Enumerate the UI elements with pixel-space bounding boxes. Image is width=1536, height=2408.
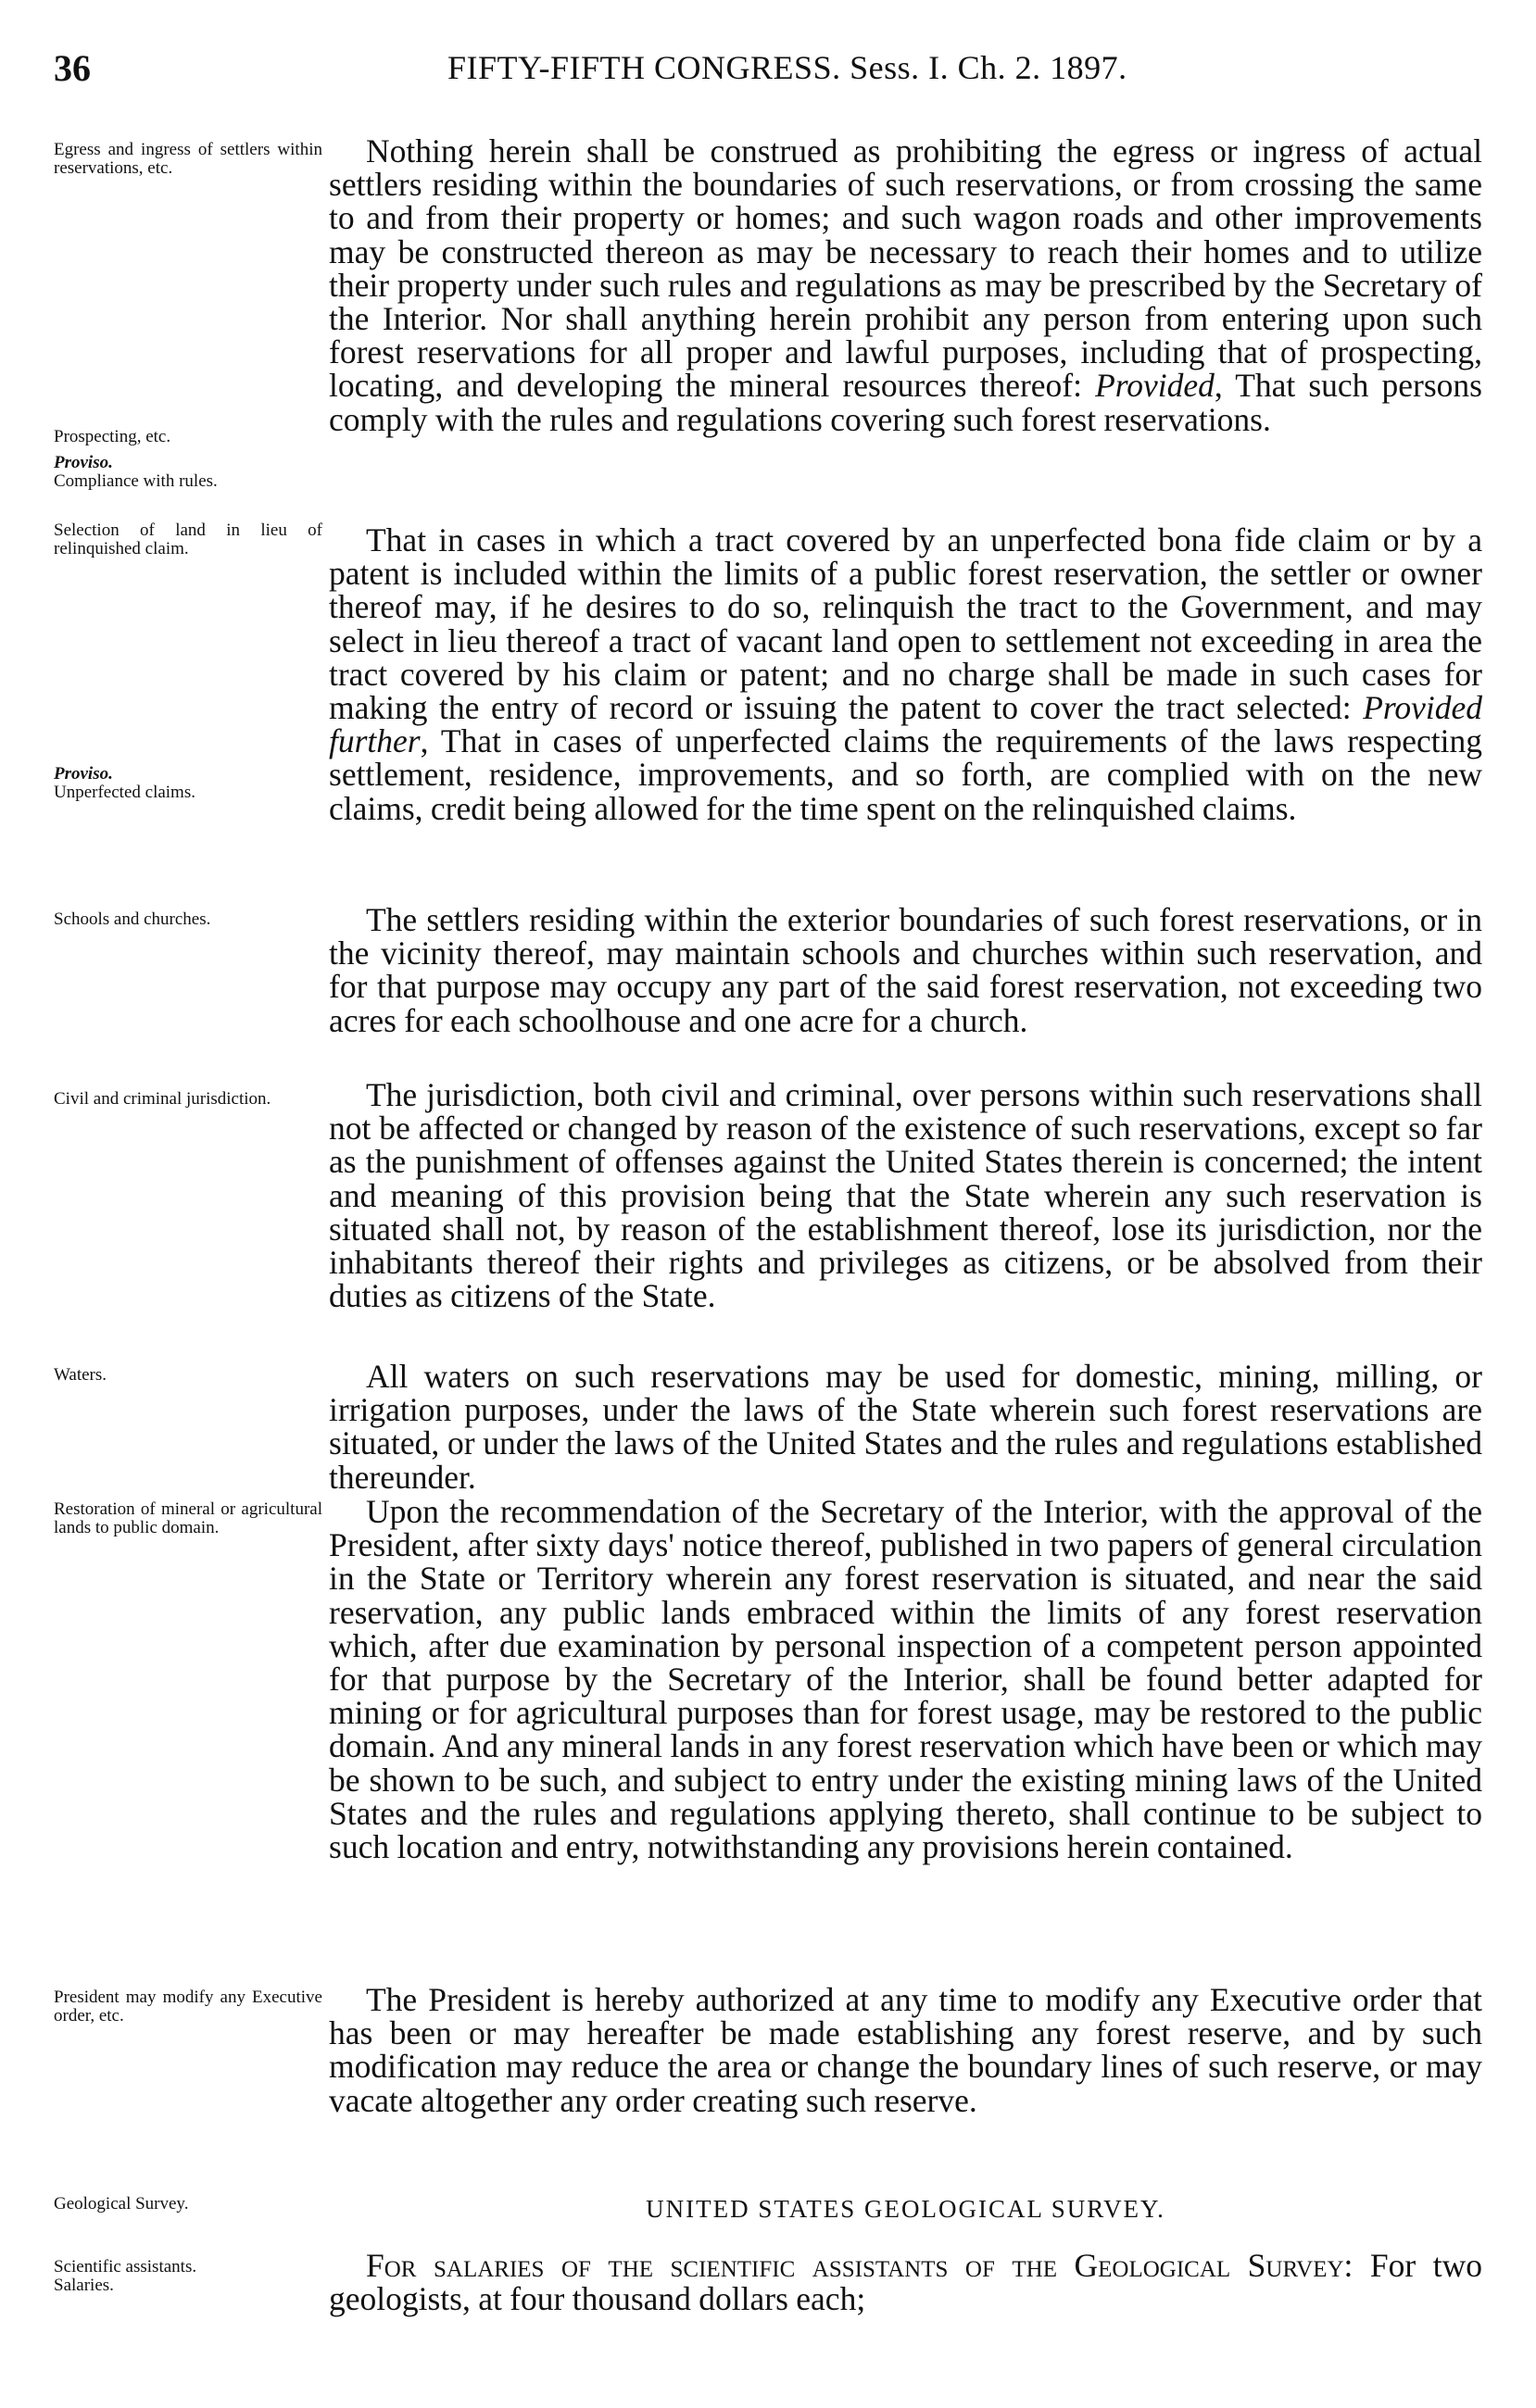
margin-note-jurisdiction [54,1090,322,1109]
margin-note-scientific [54,2258,322,2295]
paragraph-text: Upon the recommendation of the Secretary of the Interior, with the approval of the President, after sixty days' notice thereof, published in two papers of general circulation in the State or Territory wherein any forest reservation is situated, and near the said reservation, any public lands embraced within the limits of any forest reservation which, after due examination by personal inspection of a competent person appointed for that purpose by the Secretary of the Interior, shall be found better adapted for mining or for agricultural purposes than for forest usage, may be restored to the public domain. And any mineral lands in any forest reservation which have been or which may be shown to be such, and subject to entry under the existing mining laws of the United States and the rules and regulations applying thereto, shall continue to be subject to such location and entry, notwithstanding any provisions herein contained. [329,1493,1482,1866]
paragraph-schools [329,903,1482,1037]
paragraph-text: That in cases in which a tract covered by an unperfected bona fide claim or by a patent is included within the limits of a public forest reservation, the settler or owner thereof may, if he desires to do so, relinquish the tract to the Government, and may select in lieu thereof a tract of vacant land open to settlement not exceeding in area the tract covered by his claim or patent; and no charge shall be made in such cases for making the entry of record or issuing the patent to cover the tract selected: [329,521,1482,727]
proviso-italic: Provided further [329,689,1482,760]
small-caps-lead: For salaries of the scientific assistants of the Geological Survey: [366,2247,1353,2284]
running-title: FIFTY-FIFTH CONGRESS. Sess. I. Ch. 2. 1897. [447,49,1127,86]
margin-note-text: Salaries. [54,2276,114,2295]
margin-note-text: Scientific assistants. [54,2257,197,2276]
paragraph-president [329,1983,1482,2117]
margin-note-text: Schools and churches. [54,909,211,929]
margin-note-compliance [54,454,322,491]
margin-note-text: Unperfected claims. [54,783,195,802]
margin-note-text: Compliance with rules. [54,471,218,491]
margin-note-text: Restoration of mineral or agricultural lands to public domain. [54,1499,322,1537]
margin-note-egress [54,141,322,178]
margin-note-waters [54,1366,322,1385]
paragraph-text: The settlers residing within the exterior boundaries of such forest reservations, or in the vicinity thereof, may maintain schools and churches within such reservation, and for that purpose may occupy any part of the said forest reservation, not exceeding two acres for each schoolhouse and one acre for a church. [329,901,1482,1039]
margin-note-unperfected [54,765,322,802]
page-header [54,46,1480,93]
margin-note-text: Egress and ingress of settlers within reservations, etc. [54,140,322,178]
margin-note-text: Waters. [54,1365,107,1385]
paragraph-salaries [329,2247,1482,2318]
paragraph-restoration [329,1493,1482,1866]
margin-note-text: Civil and criminal jurisdiction. [54,1089,271,1109]
paragraph-egress [329,134,1482,436]
margin-note-prospecting [54,428,322,446]
proviso-label: Proviso. [54,453,113,472]
proviso-label: Proviso. [54,764,113,784]
margin-note-geological [54,2195,322,2214]
section-heading: UNITED STATES GEOLOGICAL SURVEY. [646,2195,1165,2223]
paragraph-text: , That such persons comply with the rules and regulations covering such forest reservations. [329,367,1482,438]
paragraph-text: All waters on such reservations may be used for domestic, mining, milling, or irrigation purposes, under the laws of the State wherein such forest reservations are situated, or under the laws of the United States and the rules and regulations established thereunder. [329,1358,1482,1496]
margin-note-president [54,1988,322,2025]
margin-note-selection [54,521,322,558]
proviso-italic: Provided [1095,367,1215,405]
margin-note-text: President may modify any Executive order, etc. [54,1988,322,2025]
paragraph-text: , That in cases of unperfected claims the requirements of the laws respecting settlement, residence, improvements, and so forth, are complied with on the new claims, credit being allowed for the time spent on the relinquished claims. [329,722,1482,827]
paragraph-text: For two geologists, at four thousand dollars each; [329,2247,1482,2318]
paragraph-jurisdiction [329,1076,1482,1315]
margin-note-text: Selection of land in lieu of relinquished claim. [54,520,322,558]
margin-note-text: Geological Survey. [54,2194,189,2214]
margin-note-restoration [54,1500,322,1537]
paragraph-text: The jurisdiction, both civil and criminal, over persons within such reservations shall not be affected or changed by reason of the existence of such reservations, except so far as the punishment of offenses against the United States therein is concerned; the intent and meaning of this provision being that the State wherein any such reservation is situated shall not, by reason of the establishment thereof, lose its jurisdiction, nor the inhabitants thereof their rights and privileges as citizens, or be absolved from their duties as citizens of the State. [329,1076,1482,1315]
paragraph-waters [329,1360,1482,1494]
paragraph-text: The President is hereby authorized at any time to modify any Executive order that has been or may hereafter be made establishing any forest reserve, and by such modification may reduce the area or change the boundary lines of such reserve, or may vacate altogether any order creating such reserve. [329,1981,1482,2119]
page-number: 36 [54,47,91,89]
margin-note-text: Prospecting, etc. [54,427,171,446]
paragraph-selection [329,523,1482,825]
paragraph-text: Nothing herein shall be construed as prohibiting the egress or ingress of actual settlers residing within the boundaries of such reservations, or from crossing the same to and from their property or homes; and such wagon roads and other improvements may be constructed thereon as may be necessary to reach their homes and to utilize their property under such rules and regulations as may be prescribed by the Secretary of the Interior. Nor shall anything herein prohibit any person from entering upon such forest reservations for all proper and lawful purposes, including that of prospecting, locating, and developing the mineral resources thereof: [329,132,1482,405]
margin-note-schools [54,910,322,929]
